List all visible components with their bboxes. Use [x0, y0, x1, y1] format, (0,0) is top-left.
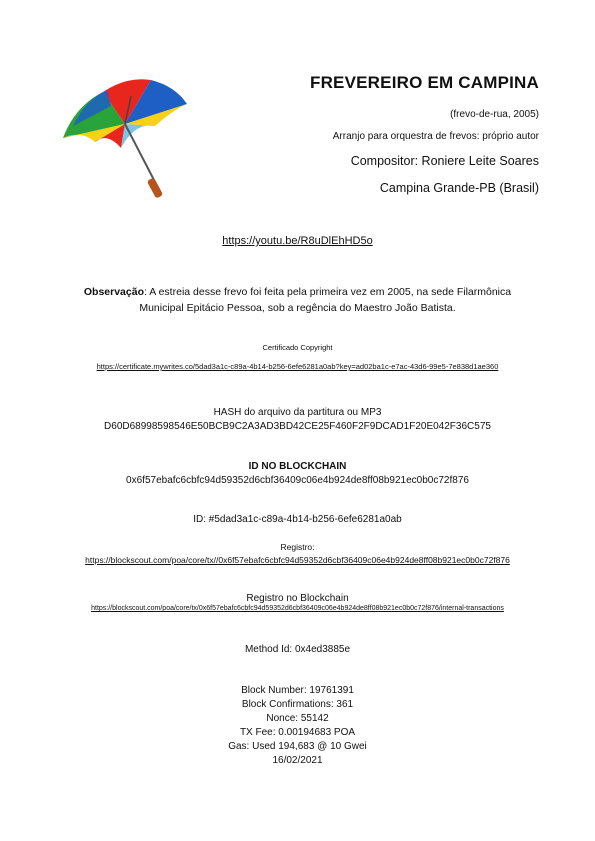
genre-text: (frevo-de-rua, 2005) [450, 109, 539, 120]
blockchain-heading: ID NO BLOCKCHAIN [248, 461, 347, 472]
block-confirmations: Block Confirmations: 361 [241, 699, 354, 710]
registro-heading: Registro: [280, 542, 315, 552]
registro-blockchain-heading: Registro no Blockchain [246, 593, 349, 604]
umbrella-icon [55, 66, 195, 202]
youtube-link[interactable]: https://youtu.be/R8uDlEhHD5o [222, 235, 373, 247]
date: 16/02/2021 [272, 755, 323, 766]
certificate-heading: Certificado Copyright [262, 343, 333, 352]
hash-value: D60D68998598546E50BCB9C2A3AD3BD42CE25F460F2F9DCAD1F20E042F36C575 [104, 421, 491, 432]
blockchain-id-value: 0x6f57ebafc6cbfc94d59352d6cbf36409c06e4b924de8ff08b921ec0b0c72f876 [126, 475, 469, 486]
method-id: Method Id: 0x4ed3885e [244, 644, 351, 655]
hash-heading: HASH do arquivo da partitura ou MP3 [213, 407, 382, 418]
arrangement-text: Arranjo para orquestra de frevos: próprio autor [332, 131, 539, 142]
id-line: ID: #5dad3a1c-c89a-4b14-b256-6efe6281a0ab [193, 514, 402, 525]
registro-blockchain-link[interactable]: https://blockscout.com/poa/core/tx/0x6f57ebafc6cbfc94d59352d6cbf36409c06e4b924de8ff08b921ec0b0c72f876/internal-transactions [91, 605, 504, 612]
block-info [0, 684, 595, 768]
location-text: Campina Grande-PB (Brasil) [379, 181, 539, 195]
page-title: FREVEREIRO EM CAMPINA [310, 73, 539, 92]
observation-paragraph [70, 284, 525, 316]
nonce: Nonce: 55142 [266, 713, 329, 724]
tx-fee: TX Fee: 0.00194683 POA [239, 727, 356, 738]
observation-text: : A estreia desse frevo foi feita pela primeira vez em 2005, na sede Filarmônica Municipal Epitácio Pessoa, sob a regência do Maestro João Batista. [139, 286, 512, 314]
certificate-link[interactable]: https://certificate.mywrites.co/5dad3a1c-c89a-4b14-b256-6efe6281a0ab?key=ad02ba1c-e7ac-43d6-99e5-7e838d1ae360 [96, 362, 499, 371]
observation-label: Observação [83, 286, 144, 298]
block-number: Block Number: 19761391 [241, 685, 354, 696]
gas-used: Gas: Used 194,683 @ 10 Gwei [228, 741, 367, 752]
registro-link[interactable]: https://blockscout.com/poa/core/tx//0x6f57ebafc6cbfc94d59352d6cbf36409c06e4b924de8ff08b921ec0b0c72f876 [85, 555, 510, 565]
composer-text: Compositor: Roniere Leite Soares [350, 154, 539, 168]
